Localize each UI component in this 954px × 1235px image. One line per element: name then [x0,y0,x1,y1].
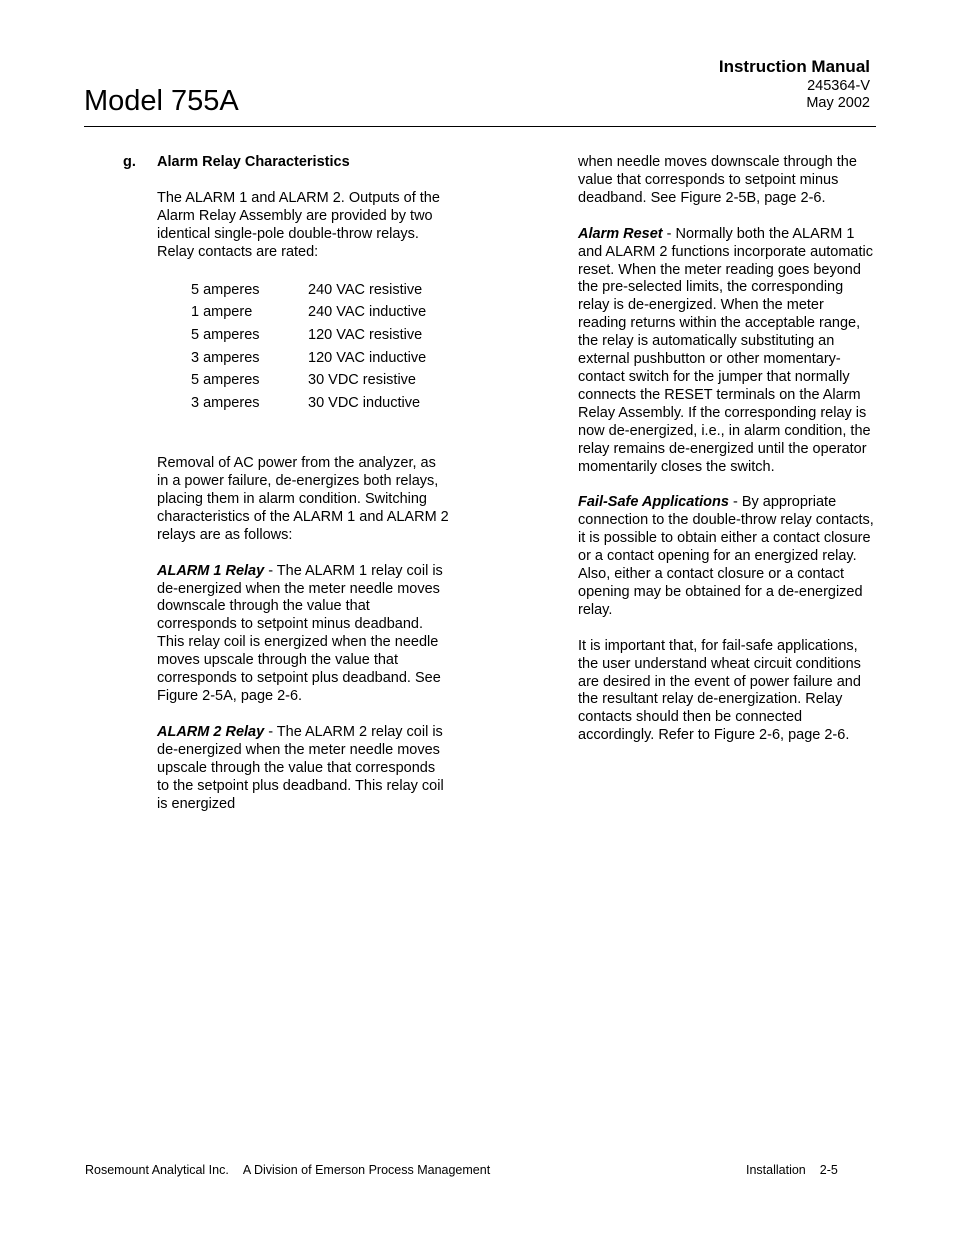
rating-row [191,280,426,303]
footer-right [746,1162,838,1178]
rating-row [191,370,426,393]
document-number: 245364-V [807,78,870,94]
relay-ratings-table [191,280,426,416]
alarm-reset-text: - Normally both the ALARM 1 and ALARM 2 functions incorporate automatic reset. When the meter reading goes beyond the pre-selected limits, the corresponding relay is de-energized. When the meter reading returns within the acceptable range, the relay is automatically substituting an external pushbutton or other momentary-contact switch for the jumper that normally connects the RESET terminals on the Alarm Relay Assembly. If the corresponding relay is now de-energized, i.e., in alarm condition, the relay remains de-energized until the operator momentarily closes the switch. [578,225,873,475]
alarm2-paragraph [157,724,451,814]
rating-row [191,393,426,416]
rating-row [191,302,426,325]
alarm1-lead: ALARM 1 Relay [157,562,265,579]
rating-row [191,347,426,370]
rating-value: 240 VAC inductive [308,304,427,321]
rating-value: 240 VAC resistive [308,281,423,298]
footer-page-number: 2-5 [819,1163,838,1177]
removal-paragraph: Removal of AC power from the analyzer, as in a power failure, de-energizes both relays, placing them in alarm condition. Switching characteristics of the ALARM 1 and ALARM 2 relays are as follows: [157,455,449,543]
footer-division: A Division of Emerson Process Management [242,1163,491,1177]
alarm-reset-lead: Alarm Reset [578,225,663,242]
rating-current: 3 amperes [191,394,260,411]
failsafe-lead: Fail-Safe Applications [578,494,729,511]
alarm1-paragraph [157,563,451,706]
section-letter: g. [123,154,136,170]
rating-value: 30 VDC inductive [308,394,421,411]
alarm-reset-paragraph [578,226,874,477]
footer-chapter: Installation [746,1163,806,1177]
important-paragraph: It is important that, for fail-safe applications, the user understand wheat circuit conditions are desired in the event of power failure and the resultant relay de-energization. Relay contacts should then be connected accordingly. Refer to Figure 2-6, page 2-6. [578,637,861,744]
footer-left [85,1162,490,1178]
rating-value: 30 VDC resistive [308,372,416,389]
alarm1-text: - The ALARM 1 relay coil is de-energized when the meter needle moves downscale through the value that corresponds to setpoint minus deadband. This relay coil is energized when the needle moves upscale through the value that corresponds to setpoint plus deadband. See Figure 2-5A, page 2-6. [157,562,443,704]
alarm2-text: - The ALARM 2 relay coil is de-energized when the meter needle moves upscale through the value that corresponds to the setpoint plus deadband. This relay coil is energized [157,723,444,812]
model-title: Model 755A [84,85,239,117]
rating-current: 5 amperes [191,372,260,389]
alarm2-lead: ALARM 2 Relay [157,723,265,740]
rating-current: 5 amperes [191,327,260,344]
rating-value: 120 VAC resistive [308,327,423,344]
rating-row [191,325,426,348]
failsafe-paragraph [578,494,874,619]
header-right [719,56,870,112]
rating-current: 1 ampere [191,304,253,321]
manual-title: Instruction Manual [718,57,870,76]
footer-company: Rosemount Analytical Inc. [85,1163,229,1177]
rating-current: 5 amperes [191,281,260,298]
document-date: May 2002 [806,95,870,111]
alarm2-continued-paragraph: when needle moves downscale through the value that corresponds to setpoint minus deadband. See Figure 2-5B, page 2-6. [578,154,857,206]
failsafe-text: - By appropriate connection to the double-throw relay contacts, it is possible to obtain either a contact closure or a contact opening for an energized relay. Also, either a contact closure or a contact opening may be obtained for a de-energized relay. [578,494,874,618]
header-divider [84,126,876,127]
left-column [157,154,451,831]
rating-current: 3 amperes [191,349,260,366]
intro-paragraph: The ALARM 1 and ALARM 2. Outputs of the Alarm Relay Assembly are provided by two identical single-pole double-throw relays. Relay contacts are rated: [157,189,440,260]
right-column [578,154,874,763]
rating-value: 120 VAC inductive [308,349,427,366]
section-title: Alarm Relay Characteristics [157,154,350,170]
